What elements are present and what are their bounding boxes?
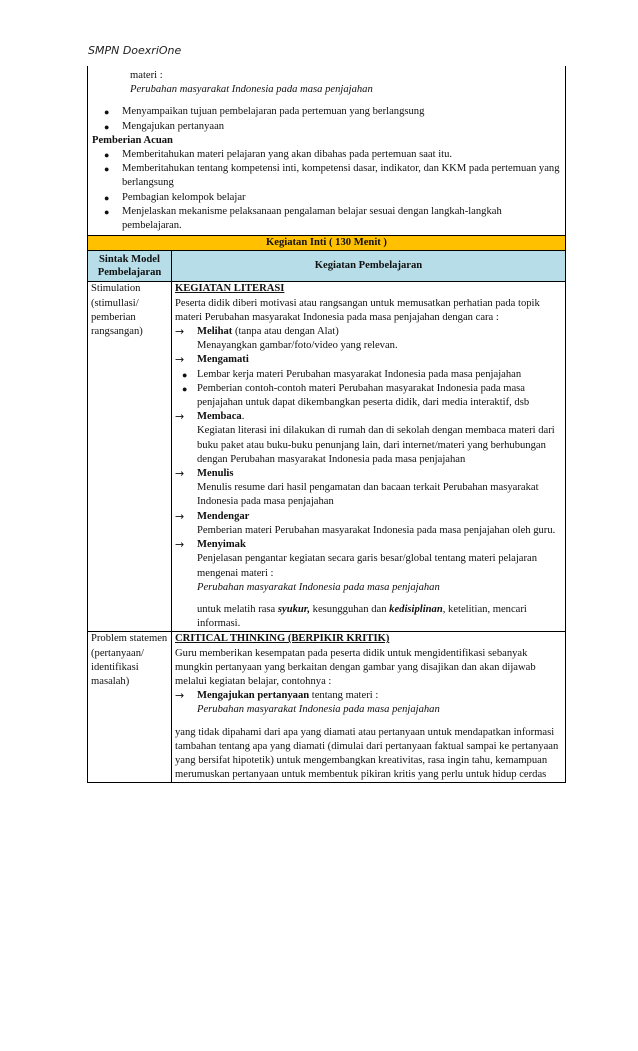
lesson-plan-document xyxy=(87,66,565,783)
arrow-right-icon: → xyxy=(175,410,185,424)
intro-row xyxy=(88,66,566,236)
membaca-desc: Kegiatan literasi ini dilakukan di rumah dan di sekolah dengan membaca materi dari buku paket atau buku-buku penunjang lain, dari internet/materi yang berhubungan dengan Perubahan masyarakat Indonesia pada masa penjajahan xyxy=(197,425,555,465)
materi-label: materi : xyxy=(130,70,163,81)
list-item: ● Memberitahukan materi pelajaran yang akan dibahas pada pertemuan saat itu. xyxy=(92,148,561,162)
list-item: ● Pemberian contoh-contoh materi Perubahan masyarakat Indonesia pada masa penjajahan untuk dapat dikembangkan peserta didik, dari media interaktif, dsb xyxy=(175,382,562,410)
membaca-step: → Membaca. xyxy=(175,410,245,424)
table-row xyxy=(88,632,566,783)
lesson-table xyxy=(87,66,566,783)
mengajukan-step xyxy=(175,689,562,703)
list-item: ● Lembar kerja materi Perubahan masyarakat Indonesia pada masa penjajahan xyxy=(175,368,562,382)
mendengar-step xyxy=(175,510,562,524)
syukur-emphasis: syukur, xyxy=(277,603,310,615)
mendengar-title: Mendengar xyxy=(197,510,250,522)
column-header-kegiatan: Kegiatan Pembelajaran xyxy=(172,251,566,282)
mengamati-step xyxy=(175,353,562,367)
list-item: ● Pembagian kelompok belajar xyxy=(92,191,561,205)
arrow-right-icon: → xyxy=(175,467,185,481)
melihat-title: Melihat xyxy=(197,326,233,338)
sintak-problem: Problem statemen (pertanyaan/ identifikasi masalah) xyxy=(88,632,172,783)
membaca-title: Membaca xyxy=(197,411,242,423)
menyimak-title: Menyimak xyxy=(197,539,246,551)
sintak-stimulation: Stimulation (stimullasi/ pemberian rangsangan) xyxy=(88,282,172,632)
column-header-sintak: Sintak Model Pembelajaran xyxy=(88,251,172,282)
mendengar-desc: Pemberian materi Perubahan masyarakat Indonesia pada masa penjajahan oleh guru. xyxy=(197,524,556,536)
menyimak-desc: Penjelasan pengantar kegiatan secara garis besar/global tentang materi pelajaran mengenai materi : xyxy=(197,553,538,579)
table-row xyxy=(88,282,566,632)
stimulation-intro: Peserta didik diberi motivasi atau rangsangan untuk memusatkan perhatian pada topik materi Perubahan masyarakat Indonesia pada masa penjajahan dengan cara : xyxy=(175,297,540,323)
acuan-bullet-list xyxy=(92,148,561,233)
arrow-right-icon: → xyxy=(175,325,185,339)
kegiatan-problem xyxy=(172,632,566,783)
intro-cell xyxy=(88,66,566,236)
menulis-title: Menulis xyxy=(197,468,234,480)
mengajukan-title: Mengajukan pertanyaan xyxy=(197,690,310,702)
kegiatan-stimulation xyxy=(172,282,566,632)
kegiatan-inti-heading: Kegiatan Inti ( 130 Menit ) xyxy=(88,236,566,251)
literasi-title: KEGIATAN LITERASI xyxy=(175,283,285,295)
menyimak-step xyxy=(175,538,562,552)
critical-thinking-title: CRITICAL THINKING (BERPIKIR KRITIK) xyxy=(175,633,390,645)
arrow-right-icon: → xyxy=(175,689,185,703)
melihat-desc: Menayangkan gambar/foto/video yang relevan. xyxy=(197,340,398,352)
list-item: ● Menyampaikan tujuan pembelajaran pada pertemuan yang berlangsung xyxy=(92,105,561,119)
problem-closing: yang tidak dipahami dari apa yang diamati atau pertanyaan untuk mendapatkan informasi tambahan tentang apa yang diamati (dimulai dari pertanyaan faktual sampai ke pertanyaan yang bersifat hipotetik) untuk mengembangkan kreativitas, rasa ingin tahu, kemampuan merumuskan pertanyaan untuk membentuk pikiran kritis yang perlu untuk hidup cerdas xyxy=(175,726,559,781)
stimulation-closing: untuk melatih rasa syukur, kesungguhan dan kedisiplinan, ketelitian, mencari informasi. xyxy=(197,603,527,630)
menulis-desc: Menulis resume dari hasil pengamatan dan bacaan terkait Perubahan masyarakat Indonesia pada masa penjajahan xyxy=(197,482,539,508)
arrow-right-icon: → xyxy=(175,538,185,552)
problem-intro: Guru memberikan kesempatan pada peserta didik untuk mengidentifikasi sebanyak mungkin pertanyaan yang berkaitan dengan gambar yang disajikan dan akan dijawab melalui kegiatan belajar, contohnya : xyxy=(175,647,536,687)
table-header-row xyxy=(88,251,566,282)
intro-bullet-list xyxy=(92,105,561,133)
document-header: SMPN DoexriOne xyxy=(88,44,182,57)
pemberian-acuan-title: Pemberian Acuan xyxy=(92,134,173,146)
melihat-note: (tanpa atau dengan Alat) xyxy=(232,326,339,338)
menulis-step xyxy=(175,467,562,481)
menyimak-materi: Perubahan masyarakat Indonesia pada masa penjajahan xyxy=(197,581,440,593)
kegiatan-inti-row xyxy=(88,236,566,251)
arrow-right-icon: → xyxy=(175,509,185,523)
arrow-right-icon: → xyxy=(175,353,185,367)
list-item: ● Memberitahukan tentang kompetensi inti, kompetensi dasar, indikator, dan KKM pada pertemuan yang berlangsung xyxy=(92,162,561,190)
mengajukan-materi: Perubahan masyarakat Indonesia pada masa penjajahan xyxy=(197,704,440,716)
list-item: ● Mengajukan pertanyaan xyxy=(92,120,561,134)
materi-title: Perubahan masyarakat Indonesia pada masa penjajahan xyxy=(130,84,373,96)
mengamati-title: Mengamati xyxy=(197,354,249,366)
melihat-step xyxy=(175,325,562,339)
list-item: ● Menjelaskan mekanisme pelaksanaan pengalaman belajar sesuai dengan langkah-langkah pembelajaran. xyxy=(92,205,561,233)
mengajukan-note: tentang materi : xyxy=(309,690,379,702)
kedisiplinan-emphasis: kedisiplinan xyxy=(389,603,443,615)
